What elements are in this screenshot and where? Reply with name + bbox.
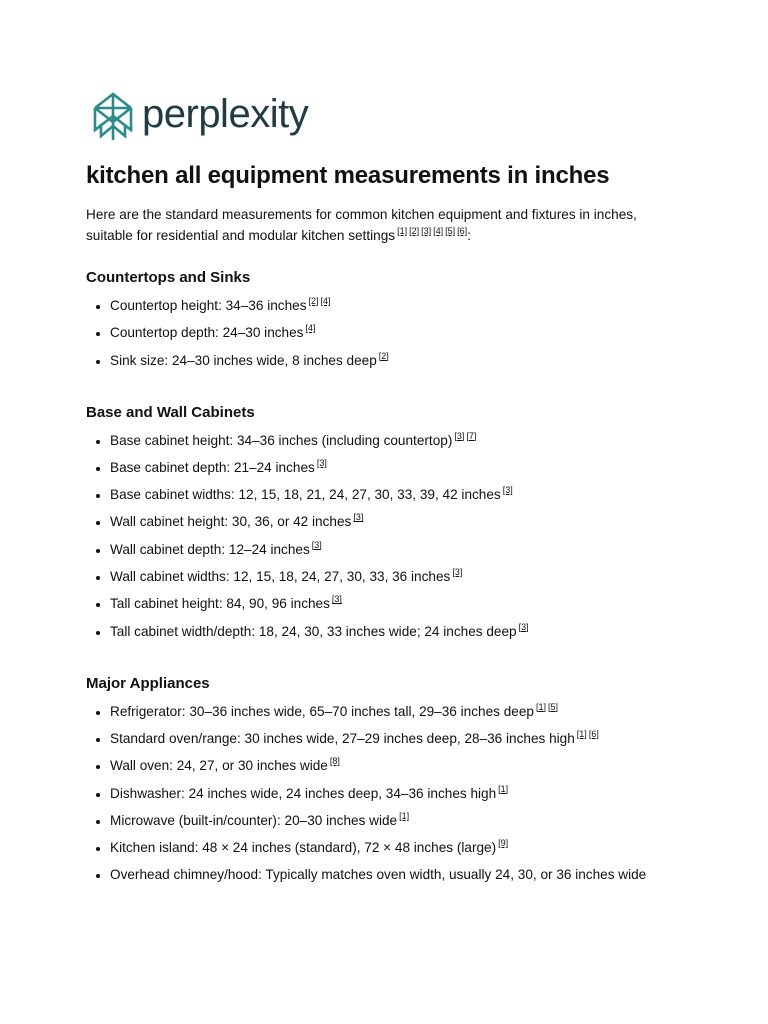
list-item	[110, 512, 686, 532]
citation-link[interactable]: [1]	[397, 226, 408, 236]
perplexity-wordmark: perplexity	[142, 92, 309, 136]
list-item	[110, 540, 686, 560]
list-item-text: Wall cabinet depth: 12–24 inches	[110, 541, 310, 557]
list-item	[110, 594, 686, 614]
list-item	[110, 567, 686, 587]
citation-link[interactable]: [6]	[588, 728, 599, 739]
list-item	[110, 351, 686, 371]
list-item-text: Wall cabinet height: 30, 36, or 42 inches	[110, 514, 352, 530]
section	[86, 268, 686, 371]
bullet-list	[86, 702, 686, 886]
citation-link[interactable]: [3]	[452, 567, 463, 578]
list-item-text: Tall cabinet height: 84, 90, 96 inches	[110, 596, 330, 612]
list-item	[110, 756, 686, 776]
citation-link[interactable]: [3]	[311, 539, 322, 550]
list-item-text: Standard oven/range: 30 inches wide, 27–29 inches deep, 28–36 inches high	[110, 730, 575, 746]
intro-text: Here are the standard measurements for common kitchen equipment and fixtures in inches, suitable for residential and modular kitchen settings	[86, 207, 637, 243]
list-item-text: Sink size: 24–30 inches wide, 8 inches deep	[110, 352, 377, 368]
section	[86, 674, 686, 886]
perplexity-logo-icon	[92, 92, 134, 142]
list-item	[110, 702, 686, 722]
citation-link[interactable]: [1]	[498, 783, 509, 794]
citation-link[interactable]: [5]	[547, 701, 558, 712]
citation-link[interactable]: [7]	[466, 430, 477, 441]
citation-link[interactable]: [2]	[409, 226, 420, 236]
list-item-text: Wall cabinet widths: 12, 15, 18, 24, 27, 30, 33, 36 inches	[110, 569, 451, 585]
citation-link[interactable]: [1]	[399, 810, 410, 821]
list-item	[110, 485, 686, 505]
citation-link[interactable]: [2]	[308, 296, 319, 306]
page-title: kitchen all equipment measurements in inches	[86, 162, 610, 189]
citation-link[interactable]: [3]	[353, 512, 364, 523]
citation-link[interactable]: [9]	[498, 838, 509, 849]
perplexity-logo[interactable]	[92, 92, 308, 142]
section-heading: Major Appliances	[86, 674, 210, 692]
citation-link[interactable]: [2]	[378, 350, 389, 361]
list-item	[110, 622, 686, 642]
list-item	[110, 811, 686, 831]
citation-link[interactable]: [6]	[457, 226, 468, 236]
list-item-text: Base cabinet widths: 12, 15, 18, 21, 24, 27, 30, 33, 39, 42 inches	[110, 487, 501, 503]
citation-link[interactable]: [3]	[518, 621, 529, 632]
citation-link[interactable]: [4]	[305, 323, 316, 334]
list-item	[110, 729, 686, 749]
citation-link[interactable]: [3]	[502, 485, 513, 496]
citation-link[interactable]: [1]	[576, 728, 587, 739]
list-item-text: Tall cabinet width/depth: 18, 24, 30, 33 inches wide; 24 inches deep	[110, 623, 517, 639]
list-item	[110, 838, 686, 858]
list-item-text: Countertop depth: 24–30 inches	[110, 325, 304, 341]
bullet-list	[86, 431, 686, 642]
citation-link[interactable]: [3]	[331, 594, 342, 605]
list-item	[110, 296, 686, 316]
citation-link[interactable]: [3]	[454, 430, 465, 441]
list-item	[110, 865, 686, 885]
list-item-text: Microwave (built-in/counter): 20–30 inches wide	[110, 812, 398, 828]
section	[86, 403, 686, 642]
section-heading: Base and Wall Cabinets	[86, 403, 255, 421]
citation-link[interactable]: [5]	[445, 226, 456, 236]
list-item-text: Dishwasher: 24 inches wide, 24 inches deep, 34–36 inches high	[110, 785, 497, 801]
list-item-text: Refrigerator: 30–36 inches wide, 65–70 inches tall, 29–36 inches deep	[110, 703, 534, 719]
section-heading: Countertops and Sinks	[86, 269, 251, 286]
list-item-text: Overhead chimney/hood: Typically matches oven width, usually 24, 30, or 36 inches wide	[110, 867, 647, 883]
citation-link[interactable]: [3]	[316, 457, 327, 468]
intro-paragraph	[86, 204, 686, 246]
sections-container	[86, 268, 686, 885]
intro-trail: :	[467, 228, 471, 243]
list-item	[110, 784, 686, 804]
answer-content	[86, 160, 686, 893]
list-item-text: Base cabinet height: 34–36 inches (including countertop)	[110, 432, 453, 448]
list-item	[110, 431, 686, 451]
citation-link[interactable]: [3]	[421, 226, 432, 236]
list-item	[110, 458, 686, 478]
list-item-text: Countertop height: 34–36 inches	[110, 298, 307, 313]
citation-link[interactable]: [4]	[320, 296, 331, 306]
citation-link[interactable]: [4]	[433, 226, 444, 236]
list-item-text: Wall oven: 24, 27, or 30 inches wide	[110, 758, 328, 774]
citation-link[interactable]: [8]	[329, 756, 340, 767]
list-item	[110, 323, 686, 343]
list-item-text: Base cabinet depth: 21–24 inches	[110, 459, 315, 475]
bullet-list	[86, 296, 686, 371]
citation-link[interactable]: [1]	[535, 701, 546, 712]
list-item-text: Kitchen island: 48 × 24 inches (standard), 72 × 48 inches (large)	[110, 840, 497, 856]
